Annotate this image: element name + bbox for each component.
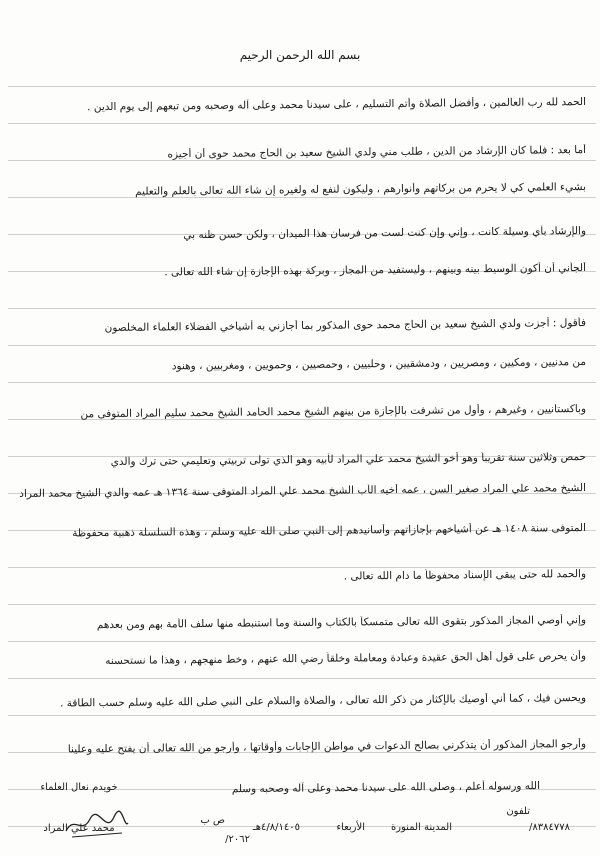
- signature-scribble: [62, 805, 132, 841]
- letter-line-11: المتوفى سنة ١٤٠٨ هـ عن أشياخهم بإجازاتهم وأسانيدهم إلى النبي صلى الله عليه وسلم ، وهذه السلسلة ذهبية محفوظة: [72, 522, 587, 540]
- letter-line-6: فأقول : أجزت ولدي الشيخ سعيد بن الحاج محمد حوى المذكور بما أجازني به أشياخي الفضلاء العلماء المخلصون: [104, 317, 587, 335]
- letter-date: ٤/٨/١٤٠٥هـ: [252, 822, 300, 833]
- letter-line-7: من مدنيين ، ومكيين ، ومصريين ، ودمشقيين ، وحلبيين ، وحمصيين ، وحمويين ، ومغربيين ، وهنود: [171, 356, 587, 373]
- letter-line-17: الله ورسوله أعلم ، وصلى الله على سيدنا محمد وعلى آله وصحبه وسلم: [231, 780, 541, 796]
- signature-name: محمد علي المراد: [43, 823, 115, 834]
- letter-line-10: الشيخ محمد علي المراد صغير السن ، عمه أخيه الأب الشيخ محمد علي المراد المتوفى سنة ١٣٦٤ هـ عمه والدي الشيخ محمد المراد: [19, 482, 587, 500]
- letter-line-15: ويحسن فيك ، كما أني أوصيك بالإكثار من ذكر الله تعالى ، والصلاة والسلام على النبي صلى الله عليه وسلم حسب الطاقة .: [59, 692, 587, 710]
- phone-number: ٨٣٨٤٧٧٨/: [529, 822, 570, 833]
- letter-line-13: وإني أوصي المجاز المذكور بتقوى الله تعالى متمسكاً بالكتاب والسنة وما استنبطه منها سلف الأمة بهم ومن بعدهم: [96, 614, 587, 632]
- letter-line-14: وأن يحرص على قول أهل الحق عقيدة وعبادة ومعاملة وخلقاً رضي الله عنهم ، وخط منهجهم ، وهذا ما نستحسنه: [105, 650, 587, 668]
- letter-line-3: بشيء العلمي كي لا يحرم من بركاتهم وأنوارهم ، وليكون لنفع له ولغيره إن شاء الله تعالى بالعلم والتعليم: [135, 181, 587, 198]
- city-name: المدينة المنورة: [390, 822, 452, 833]
- signature-title: خويدم نعال العلماء: [40, 782, 118, 793]
- letter-line-5: ألجأني أن أكون الوسيط بينه وبينهم ، وليستفيد من المجاز ، وبركة بهذه الإجازة إن شاء الله تعالى .: [164, 262, 587, 279]
- phone-label: تلفون: [506, 806, 530, 817]
- weekday: الأربعاء: [336, 822, 365, 833]
- letter-line-8: وباكستانيين ، وغيرهم ، وأول من تشرفت بالإجازة من بينهم الشيخ محمد الحامد الشيخ محمد سليم المراد المتوفى من: [80, 403, 587, 421]
- letter-line-1: الحمد لله رب العالمين ، وأفضل الصلاة وأتم التسليم ، على سيدنا محمد وعلى آله وصحبه ومن تبعهم إلى يوم الدين .: [87, 96, 587, 114]
- pobox-label: ص ب: [200, 815, 225, 826]
- letter-line-4: والإرشاد بأي وسيلة كانت ، وإني وإن كنت لست من فرسان هذا الميدان ، ولكن حسن ظنه بي: [183, 225, 587, 242]
- basmala-heading: بسم الله الرحمن الرحيم: [239, 48, 361, 62]
- letter-line-12: والحمد لله حتى يبقى الإسناد محفوظاً ما دام الله تعالى .: [343, 568, 587, 583]
- pobox-number: ٢٠٦٢/: [225, 834, 250, 845]
- letter-line-9: حمص وثلاثين سنة تقريباً وهو أخو الشيخ محمد علي المراد لأبيه وهو الذي تولى تربيتي وتعليمي حتى ترك والدي: [110, 451, 587, 468]
- letter-line-16: وأرجو المجاز المذكور أن يتذكرني بصالح الدعوات في مواطن الإجابات وأوقاتها ، وأرجو من الله تعالى أن يفتح عليه وعلينا: [67, 738, 587, 756]
- letter-line-2: أما بعد : فلما كان الإرشاد من الدين ، طلب مني ولدي الشيخ سعيد بن الحاج محمد حوى أن أجيزه: [167, 144, 587, 161]
